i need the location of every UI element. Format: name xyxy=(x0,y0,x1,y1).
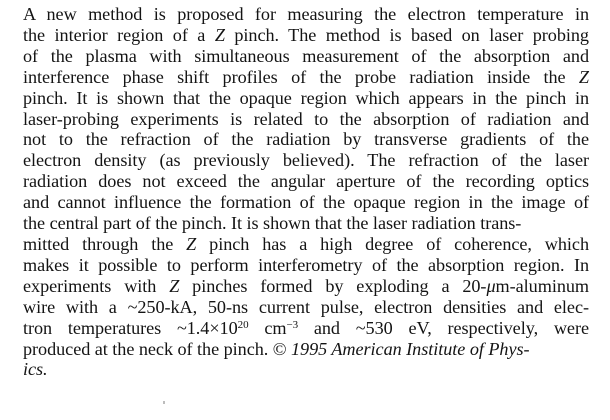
abstract-line xyxy=(23,129,589,150)
text-run: pinch. The method is based on laser probing xyxy=(224,24,589,45)
text-run: makes it possible to perform interferometry of the absorption region. In xyxy=(23,254,589,275)
italic-run: Z xyxy=(578,66,589,87)
text-run: tron temperatures ~1.4×10 xyxy=(23,317,238,338)
text-run: cm xyxy=(248,317,287,338)
text-run: experiments with xyxy=(23,275,170,296)
abstract-line xyxy=(23,25,589,46)
text-run: the interior region of a xyxy=(23,24,215,45)
text-run: pinches formed by exploding a 20- xyxy=(179,275,487,296)
italic-run: μ xyxy=(486,275,496,296)
abstract-line xyxy=(23,255,589,276)
abstract-line xyxy=(23,67,589,88)
superscript: −3 xyxy=(286,318,299,331)
abstract-line xyxy=(23,171,589,192)
text-run: laser-probing experiments is related to the absorption of radiation and xyxy=(23,108,589,129)
text-run: radiation does not exceed the angular aperture of the recording optics xyxy=(23,171,589,192)
abstract-text xyxy=(23,4,589,380)
abstract-line xyxy=(23,234,589,255)
italic-run: ics. xyxy=(23,359,48,380)
italic-run: Z xyxy=(186,233,197,254)
superscript: 20 xyxy=(237,318,249,331)
text-run: pinch has a high degree of coherence, which xyxy=(196,233,589,254)
text-run: not to the refraction of the radiation by transverse gradients of the xyxy=(23,129,589,150)
abstract-line xyxy=(23,318,589,339)
abstract-line xyxy=(23,150,589,171)
text-run: of the plasma with simultaneous measurement of the absorption and xyxy=(23,45,589,66)
text-run: A new method is proposed for measuring the electron temperature in xyxy=(23,4,589,24)
text-run: m-aluminum xyxy=(495,275,590,296)
abstract-line xyxy=(23,359,589,380)
text-run: and cannot influence the formation of the opaque region in the image of xyxy=(23,192,589,213)
text-run: the central part of the pinch. It is shown that the laser radiation trans- xyxy=(23,213,522,234)
text-run: pinch. It is shown that the opaque region which appears in the pinch in xyxy=(23,87,589,108)
abstract-line xyxy=(23,46,589,67)
abstract-line xyxy=(23,192,589,213)
abstract-line xyxy=(23,213,589,234)
abstract-line xyxy=(23,339,589,360)
italic-run: Z xyxy=(214,24,225,45)
abstract-line xyxy=(23,88,589,109)
italic-run: 1995 American Institute of Phys- xyxy=(291,338,530,359)
text-run: wire with a ~250-kA, 50-ns current pulse, electron densities and elec- xyxy=(23,296,589,317)
italic-run: Z xyxy=(169,275,180,296)
abstract-line xyxy=(23,276,589,297)
abstract-line xyxy=(23,109,589,130)
text-run: and ~530 eV, respectively, were xyxy=(298,317,589,338)
abstract-line xyxy=(23,4,589,25)
scan-speck xyxy=(163,401,165,404)
text-run: mitted through the xyxy=(23,233,187,254)
text-run: produced at the neck of the pinch. © xyxy=(23,338,292,359)
text-run: interference phase shift profiles of the probe radiation inside the xyxy=(23,66,579,87)
text-run: electron density (as previously believed). The refraction of the laser xyxy=(23,150,589,171)
abstract-line xyxy=(23,297,589,318)
